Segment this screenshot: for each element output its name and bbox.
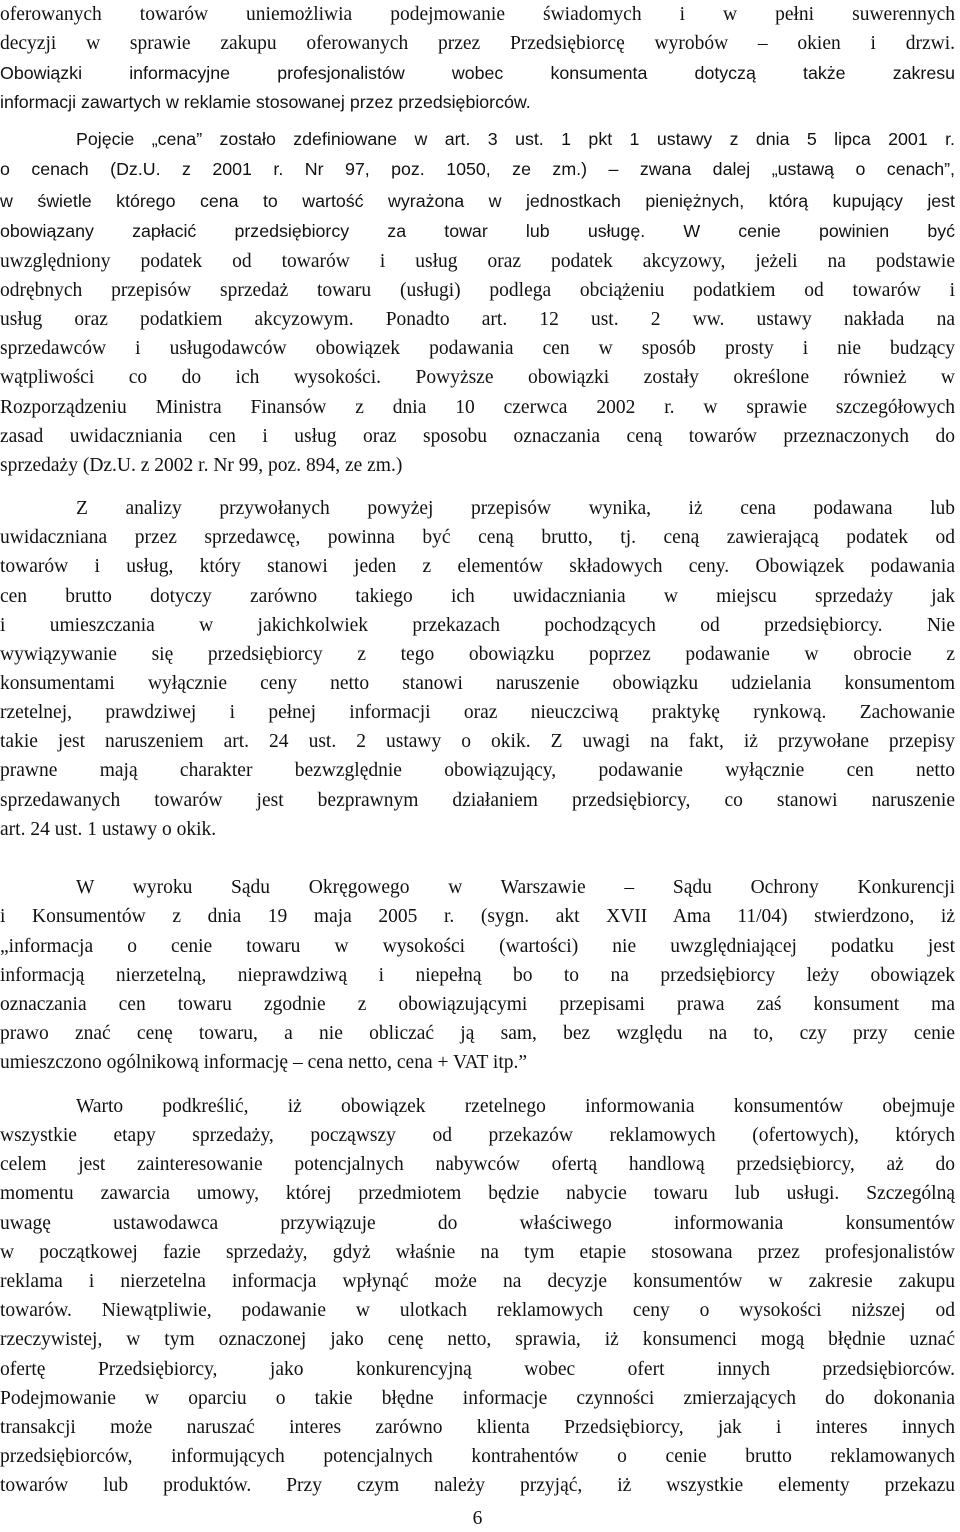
text-line: ofertę Przedsiębiorcy, jako konkurencyjną wobec ofert innych przedsiębiorców. xyxy=(0,1359,955,1380)
text-line: w początkowej fazie sprzedaży, gdyż właśnie na tym etapie stosowana przez profesjonalistów xyxy=(0,1242,955,1263)
text-line: wątpliwości co do ich wysokości. Powyższe obowiązki zostały określone również w xyxy=(0,367,955,388)
text-line: usług oraz podatkiem akcyzowym. Ponadto art. 12 ust. 2 ww. ustawy nakłada na xyxy=(0,309,955,330)
text-line: prawo znać cenę towaru, a nie obliczać ją sam, bez względu na to, czy przy cenie xyxy=(0,1023,955,1044)
text-line: towarów. Niewątpliwie, podawanie w ulotkach reklamowych ceny o wysokości niższej od xyxy=(0,1300,955,1321)
text-line: oznaczania cen towaru zgodnie z obowiązującymi przepisami prawa zaś konsument ma xyxy=(0,994,955,1015)
text-line: w świetle którego cena to wartość wyrażona w jednostkach pieniężnych, którą kupujący jest xyxy=(0,191,955,211)
text-line: zasad uwidaczniania cen i usług oraz sposobu oznaczania ceną towarów przeznaczonych do xyxy=(0,426,955,447)
text-line: i umieszczania w jakichkolwiek przekazach pochodzących od przedsiębiorcy. Nie xyxy=(0,615,955,636)
text-line: i Konsumentów z dnia 19 maja 2005 r. (sygn. akt XVII Ama 11/04) stwierdzono, iż xyxy=(0,906,955,927)
text-line: „informacja o cenie towaru w wysokości (wartości) nie uwzględniającej podatku jest xyxy=(0,936,955,957)
text-line: cen brutto dotyczy zarówno takiego ich uwidaczniania w miejscu sprzedaży jak xyxy=(0,586,955,607)
text-line: decyzji w sprawie zakupu oferowanych przez Przedsiębiorcę wyrobów – okien i drzwi. xyxy=(0,33,955,54)
text-line: Podejmowanie w oparciu o takie błędne informacje czynności zmierzających do dokonania xyxy=(0,1388,955,1409)
text-line: umieszczono ogólnikową informację – cena netto, cena + VAT itp.” xyxy=(0,1052,528,1073)
text-line: o cenach (Dz.U. z 2001 r. Nr 97, poz. 1050, ze zm.) – zwana dalej „ustawą o cenach”, xyxy=(0,159,955,179)
text-line: konsumentami wyłącznie ceny netto stanowi naruszenie obowiązku udzielania konsumentom xyxy=(0,673,955,694)
text-line: rzeczywistej, w tym oznaczonej jako cenę netto, sprawia, iż konsumenci mogą błędnie uznać xyxy=(0,1329,955,1350)
text-line: Z analizy przywołanych powyżej przepisów wynika, iż cena podawana lub xyxy=(76,498,955,519)
text-line: obowiązany zapłacić przedsiębiorcy za towar lub usługę. W cenie powinien być xyxy=(0,221,955,241)
text-line: towarów i usług, który stanowi jeden z elementów składowych ceny. Obowiązek podawania xyxy=(0,556,955,577)
page-number: 6 xyxy=(472,1508,483,1529)
text-line: prawne mają charakter bezwzględnie obowiązujący, podawanie wyłącznie cen netto xyxy=(0,760,955,781)
text-line: W wyroku Sądu Okręgowego w Warszawie – Sądu Ochrony Konkurencji xyxy=(76,877,955,898)
text-line: reklama i nierzetelna informacja wpłynąć może na decyzje konsumentów w zakresie zakupu xyxy=(0,1271,955,1292)
text-line: takie jest naruszeniem art. 24 ust. 2 ustawy o okik. Z uwagi na fakt, iż przywołane przepisy xyxy=(0,731,955,752)
text-line: rzetelnej, prawdziwej i pełnej informacji oraz nieuczciwą praktykę rynkową. Zachowanie xyxy=(0,702,955,723)
text-line: uwidaczniana przez sprzedawcę, powinna być ceną brutto, tj. ceną zawierającą podatek od xyxy=(0,527,955,548)
text-line: uwagę ustawodawca przywiązuje do właściwego informowania konsumentów xyxy=(0,1213,955,1234)
text-line: informacji zawartych w reklamie stosowanej przez przedsiębiorców. xyxy=(0,92,531,112)
text-line: informacją nierzetelną, nieprawdziwą i niepełną bo to na przedsiębiorcy leży obowiązek xyxy=(0,965,955,986)
text-line: Rozporządzeniu Ministra Finansów z dnia 10 czerwca 2002 r. w sprawie szczegółowych xyxy=(0,397,955,418)
text-line: wszystkie etapy sprzedaży, począwszy od przekazów reklamowych (ofertowych), których xyxy=(0,1125,955,1146)
text-line: Obowiązki informacyjne profesjonalistów wobec konsumenta dotyczą także zakresu xyxy=(0,63,955,83)
text-line: sprzedawanych towarów jest bezprawnym działaniem przedsiębiorcy, co stanowi naruszenie xyxy=(0,790,955,811)
text-line: art. 24 ust. 1 ustawy o okik. xyxy=(0,819,217,840)
text-line: uwzględniony podatek od towarów i usług oraz podatek akcyzowy, jeżeli na podstawie xyxy=(0,251,955,272)
text-line: celem jest zainteresowanie potencjalnych nabywców ofertą handlową przedsiębiorcy, aż do xyxy=(0,1154,955,1175)
text-line: towarów lub produktów. Przy czym należy przyjąć, iż wszystkie elementy przekazu xyxy=(0,1475,955,1496)
text-line: odrębnych przepisów sprzedaż towaru (usługi) podlega obciążeniu podatkiem od towarów i xyxy=(0,280,955,301)
text-line: Pojęcie „cena” zostało zdefiniowane w art. 3 ust. 1 pkt 1 ustawy z dnia 5 lipca 2001 r. xyxy=(76,129,955,149)
text-line: sprzedaży (Dz.U. z 2002 r. Nr 99, poz. 894, ze zm.) xyxy=(0,455,403,476)
text-line: transakcji może naruszać interes zarówno klienta Przedsiębiorcy, jak i interes innych xyxy=(0,1417,955,1438)
text-line: przedsiębiorców, informujących potencjalnych kontrahentów o cenie brutto reklamowanych xyxy=(0,1446,955,1467)
text-line: momentu zawarcia umowy, której przedmiotem będzie nabycie towaru lub usługi. Szczególną xyxy=(0,1183,955,1204)
text-line: oferowanych towarów uniemożliwia podejmowanie świadomych i w pełni suwerennych xyxy=(0,4,955,25)
text-line: Warto podkreślić, iż obowiązek rzetelnego informowania konsumentów obejmuje xyxy=(76,1096,955,1117)
text-line: sprzedawców i usługodawców obowiązek podawania cen w sposób prosty i nie budzący xyxy=(0,338,955,359)
text-line: wywiązywanie się przedsiębiorcy z tego obowiązku poprzez podawanie w obrocie z xyxy=(0,644,955,665)
